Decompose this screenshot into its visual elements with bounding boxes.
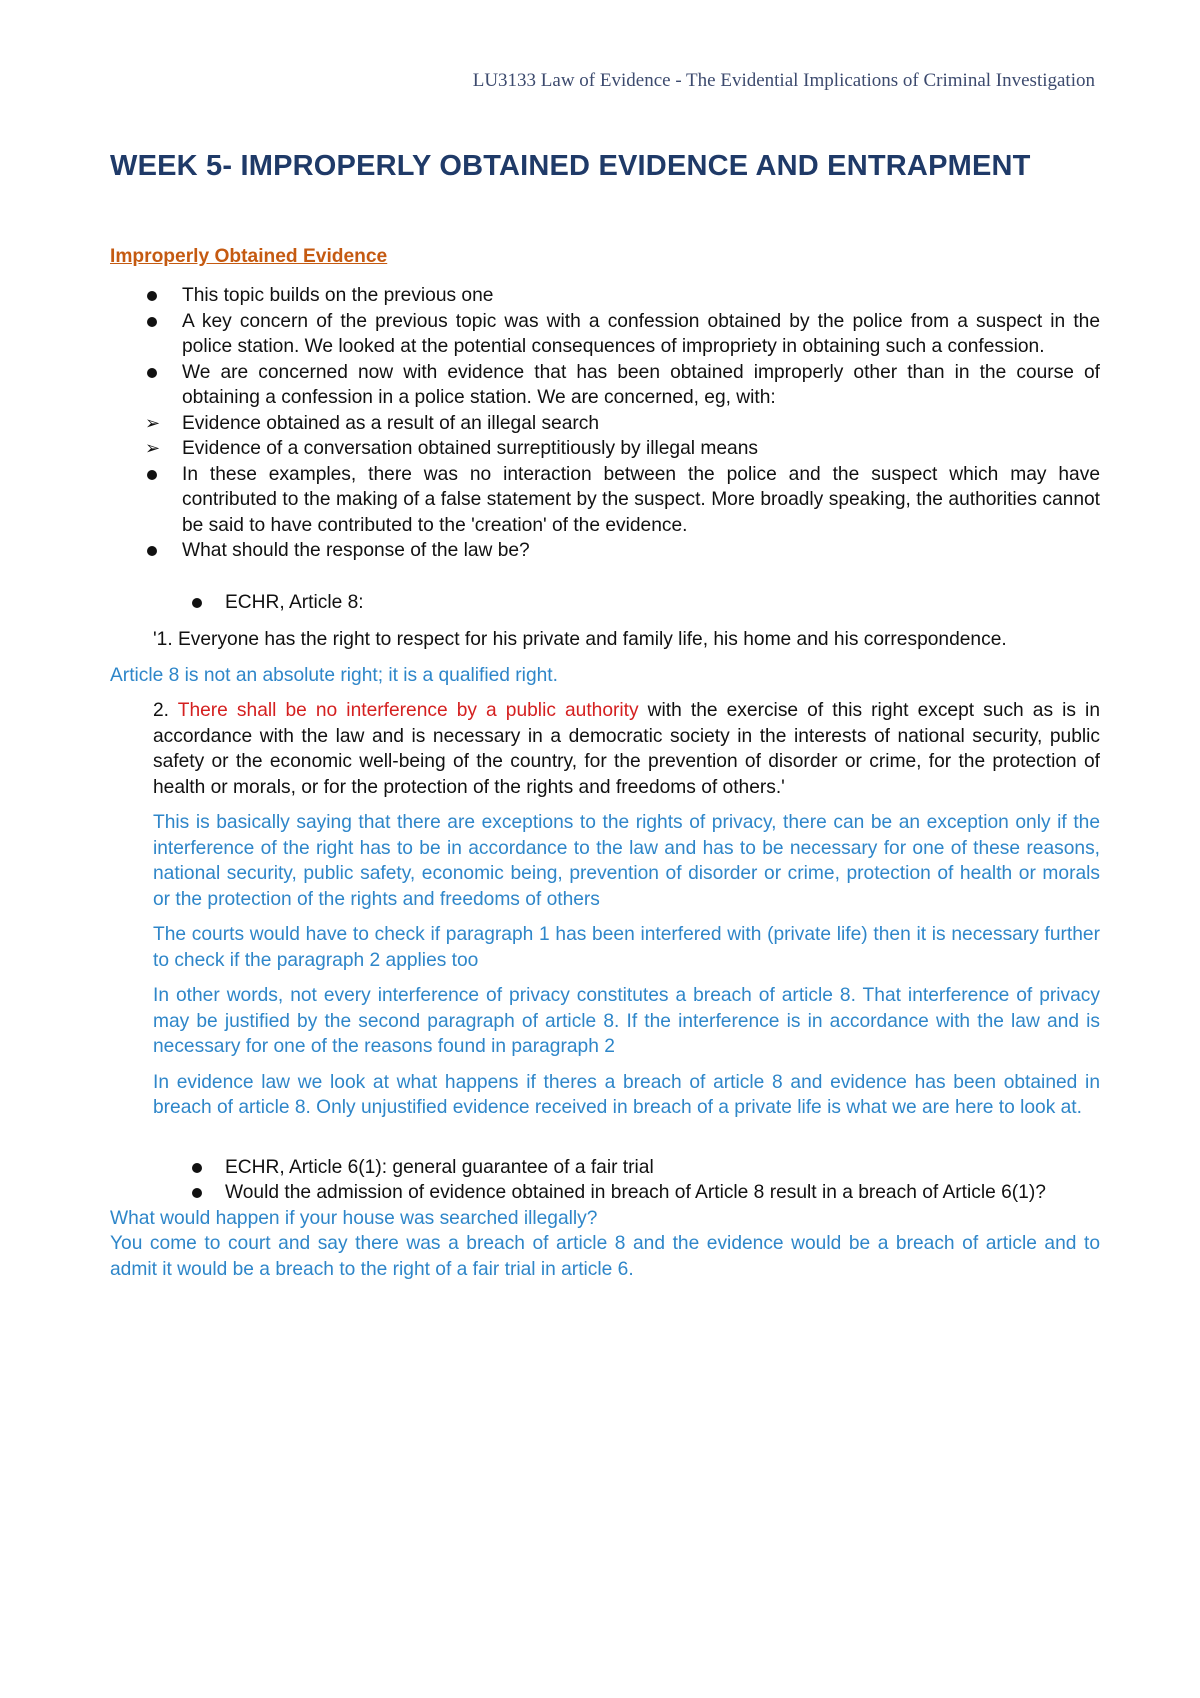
- qualified-right-note: Article 8 is not an absolute right; it is a qualified right.: [110, 664, 558, 686]
- bullet-list: [110, 462, 1100, 564]
- article-8-bullet: ECHR, Article 8:: [110, 590, 1100, 616]
- bullet-icon: [147, 317, 157, 327]
- article-8-paragraph-1: '1. Everyone has the right to respect for his private and family life, his home and his correspondence.: [153, 629, 1007, 650]
- list-item: ➢ Evidence obtained as a result of an illegal search: [110, 411, 1100, 437]
- bullet-icon: [147, 368, 157, 378]
- note-answer: You come to court and say there was a breach of article 8 and the evidence would be a breach of article and to admit it would be a breach to the right of a fair trial in article 6.: [110, 1233, 1100, 1280]
- bullet-list: [110, 283, 1100, 411]
- note-paragraph: This is basically saying that there are exceptions to the rights of privacy, there can be an exception only if the interference of the right has to be in accordance to the law and has to be necessary for one of these reasons, national security, public safety, economic being, prevention of disorder or crime, protection of health or morals or the protection of the rights and freedoms of others: [153, 812, 1100, 910]
- list-item: What should the response of the law be?: [110, 538, 1100, 564]
- bullet-icon: [192, 1163, 202, 1173]
- article-6-bullet: ECHR, Article 6(1): general guarantee of a fair trial: [110, 1155, 1100, 1181]
- bullet-icon: [192, 598, 202, 608]
- bullet-icon: [147, 470, 157, 480]
- note-paragraph: In other words, not every interference of privacy constitutes a breach of article 8. That interference of privacy may be justified by the second paragraph of article 8. If the interference is in accordance with the law and is necessary for one of the reasons found in paragraph 2: [153, 985, 1100, 1057]
- bullet-icon: [147, 291, 157, 301]
- arrow-bullet-icon: ➢: [145, 438, 161, 458]
- note-question: What would happen if your house was searched illegally?: [110, 1207, 598, 1229]
- list-item: We are concerned now with evidence that has been obtained improperly other than in the course of obtaining a confession in a police station. We are concerned, eg, with:: [110, 360, 1100, 411]
- arrow-list: [110, 411, 1100, 462]
- note-paragraph: The courts would have to check if paragraph 1 has been interfered with (private life) then it is necessary further to check if the paragraph 2 applies too: [153, 924, 1100, 971]
- arrow-bullet-icon: ➢: [145, 412, 161, 433]
- bullet-icon: [192, 1188, 202, 1198]
- list-item: ➢ Evidence of a conversation obtained surreptitiously by illegal means: [110, 436, 1100, 462]
- highlighted-text: There shall be no interference by a public authority: [177, 700, 639, 721]
- note-paragraph: In evidence law we look at what happens if theres a breach of article 8 and evidence has been obtained in breach of article 8. Only unjustified evidence received in breach of a private life is what we are here to look at.: [153, 1071, 1100, 1118]
- page-title: WEEK 5- IMPROPERLY OBTAINED EVIDENCE AND ENTRAPMENT: [110, 150, 1031, 182]
- bullet-icon: [147, 546, 157, 556]
- list-item: In these examples, there was no interaction between the police and the suspect which may have contributed to the making of a false statement by the suspect. More broadly speaking, the authorities cannot be said to have contributed to the 'creation' of the evidence.: [110, 462, 1100, 539]
- running-header: LU3133 Law of Evidence - The Evidential Implications of Criminal Investigation: [472, 70, 1095, 91]
- list-item: This topic builds on the previous one: [110, 283, 1100, 309]
- section-heading: Improperly Obtained Evidence: [110, 246, 388, 267]
- article-6-bullet: Would the admission of evidence obtained in breach of Article 8 result in a breach of Article 6(1)?: [110, 1180, 1100, 1206]
- article-8-paragraph-2: 2. There shall be no interference by a public authority with the exercise of this right except such as is in accordance with the law and is necessary in a democratic society in the interests of national security, public safety or the economic well-being of the country, for the prevention of disorder or crime, for the protection of health or morals, or for the protection of the rights and freedoms of others.': [153, 700, 1100, 798]
- document-body: [110, 148, 1100, 1282]
- list-item: A key concern of the previous topic was with a confession obtained by the police from a suspect in the police station. We looked at the potential consequences of impropriety in obtaining such a confession.: [110, 309, 1100, 360]
